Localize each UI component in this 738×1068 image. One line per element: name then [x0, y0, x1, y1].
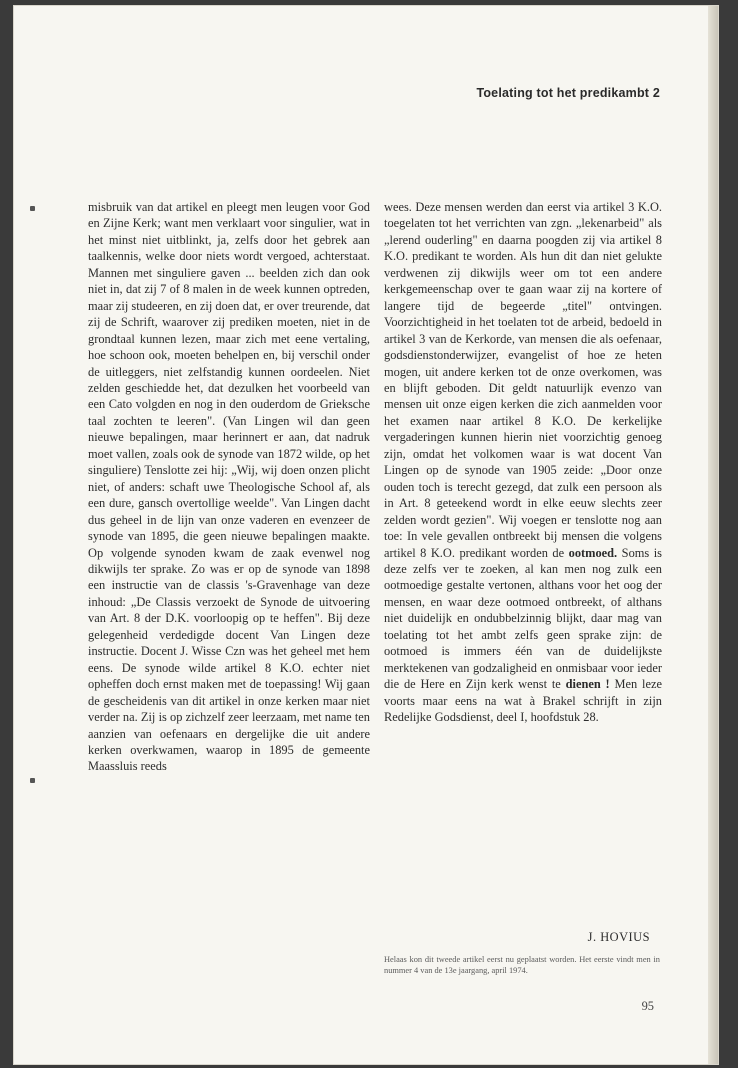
- right-column-text-1: wees. Deze mensen werden dan eerst via artikel 3 K.O. toegelaten tot het verrichten van zgn. „lekenarbeid" als „lerend ouderling" en daarna poogden zij via artikel 8 K.O. predikant te worden. Als hun dit dan niet gelukte verdwenen zij dikwijls weer om tot een andere kerkgemeenschap over te gaan waar zij na kortere of langere tijd de begeerde „titel" ontvingen. Voorzichtigheid in het toelaten tot de arbeid, bedoeld in artikel 3 van de Kerkorde, van mensen die als oefenaar, godsdienstonderwijzer, evangelist of hoe ze heten mogen, uit andere kerken tot de onze overkomen, was en blijft geboden. Dit geldt natuurlijk evenzo van mensen uit onze eigen kerken die zich aanmelden voor het examen naar artikel 8 K.O. De kerkelijke vergaderingen kunnen hierin niet voorzichtig genoeg zijn, omdat het volkomen waar is wat docent Van Lingen op de synode van 1905 zeide: „Door onze ouden toch is terecht gezegd, dat zulk een persoon als in Art. 8 geteekend wordt in elke eeuw slechts zeer zelden wordt gezien". Wij voegen er tenslotte nog aan toe: In vele gevallen ontbreekt bij mensen die volgens artikel 8 K.O. predikant worden de: [384, 200, 662, 560]
- page-spine-shadow: [708, 6, 718, 1064]
- right-column-text-3: Men leze voorts maar eens na wat à Brakel schrijft in zijn Redelijke Godsdienst, deel I, hoofdstuk 28.: [384, 677, 662, 725]
- right-column-text-2: Soms is deze zelfs ver te zoeken, al kan men nog zulk een ootmoedige gestalte vertonen, althans voor het oog der mensen, en waar deze ootmoed ontbreekt, of althans niet duidelijk en ondubbelzinnig blijkt, daar mag van toelating tot het ambt zelfs geen sprake zijn: de ootmoed is immers één van de duidelijkste merktekenen van godzaligheid en onmisbaar voor ieder die de Here en Zijn kerk wenst te: [384, 545, 662, 692]
- author-signature: J. HOVIUS: [587, 930, 650, 944]
- running-title: Toelating tot het predikambt 2: [476, 86, 660, 100]
- right-column: [384, 199, 662, 726]
- left-column-text: misbruik van dat artikel en pleegt men leugen voor God en Zijne Kerk; want men verklaart voor singulier, wat in het minst niet uitblinkt, ja, zelfs door het gebrek aan taalkennis, welke door niets wordt vergoed, achterstaat. Mannen met singuliere gaven ... beelden zich dan ook niet in, dat zij 7 of 8 malen in de week kunnen optreden, maar zij studeeren, en zij doen dat, er over treurende, dat zij de Schrift, waarover zij prediken moeten, niet in de grondtaal kunnen lezen, maar zich met eene vertaling, hoe schoon ook, moeten behelpen en, bij verschil onder de uitleggers, niet zelfstandig kunnen oordeelen. Niet zelden geschiedde het, dat dezulken het voorbeeld van een Cato volgden en nog in den ouderdom de Grieksche taal zochten te leeren". (Van Lingen wil dan geen nieuwe bepalingen, maar herinnert er aan, dat nadruk moet vallen, zoals ook de synode van 1872 wilde, op het singuliere) Tenslotte zei hij: „Wij, wij doen onzen plicht niet, of anders: schaft uwe Theologische School af, als een dure, gansch overtollige weelde". Van Lingen dacht dus geheel in de lijn van onze vaderen en evenzeer de synode van 1895, die geen nieuwe bepalingen maakte. Op volgende synoden kwam de zaak evenwel nog dikwijls ter sprake. Zo was er op de synode van 1898 een instructie van de classis 's-Gravenhage van deze inhoud: „De Classis verzoekt de Synode de uitvoering van Art. 8 der D.K. voorloopig op te heffen". Bij deze gelegenheid verdedigde docent Van Lingen deze instructie. Docent J. Wisse Czn was het geheel met hem eens. De synode wilde artikel 8 K.O. echter niet opheffen doch ernst maken met de toepassing! Wij gaan de gescheidenis van dit artikel in onze kerken maar niet verder na. Zij is op zichzelf zeer leerzaam, met name ten aanzien van oefenaars en dergelijke die uit andere kerken overkwamen, waarop in 1895 de gemeente Maassluis reeds: [88, 200, 370, 774]
- margin-mark: [30, 206, 35, 211]
- left-column: [88, 199, 370, 775]
- emphasis-ootmoed: ootmoed.: [568, 545, 618, 560]
- emphasis-dienen: dienen !: [565, 677, 610, 692]
- footnote: Helaas kon dit tweede artikel eerst nu geplaatst worden. Het eerste vindt men in nummer 4 van de 13e jaargang, april 1974.: [384, 955, 660, 976]
- margin-mark: [30, 778, 35, 783]
- document-page: [14, 6, 718, 1064]
- right-column-paragraph: [384, 199, 662, 726]
- page-number: 95: [641, 999, 654, 1013]
